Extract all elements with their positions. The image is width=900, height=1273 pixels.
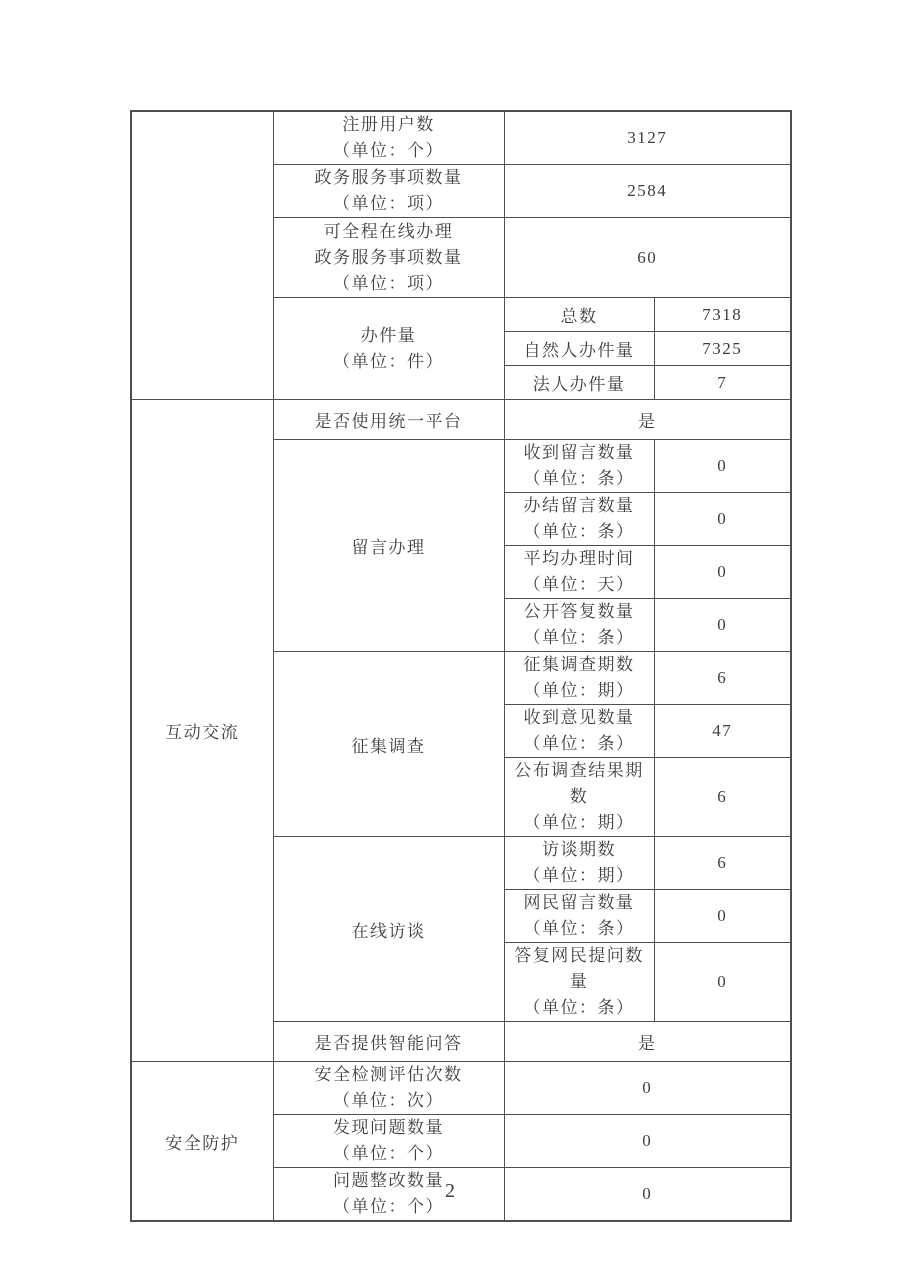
smart-qa-value: 是 [504, 1022, 791, 1062]
avg-handling-time-label [504, 546, 654, 599]
cases-legal-label: 法人办件量 [504, 366, 654, 400]
unit-line: （单位：个） [333, 1144, 444, 1163]
messages-completed-value: 0 [654, 493, 791, 546]
section-service-group-cell [131, 111, 273, 400]
label-line: 平均办理时间 [523, 549, 635, 568]
unit-line: （单位：个） [333, 141, 444, 160]
netizen-replies-value: 0 [654, 943, 791, 1022]
table-row [131, 111, 791, 165]
problems-found-value: 0 [504, 1115, 791, 1168]
survey-results-label [504, 758, 654, 837]
survey-group-label: 征集调查 [273, 652, 504, 837]
section-interaction-group-cell: 互动交流 [131, 400, 273, 1062]
label-line: 公开答复数量 [523, 602, 635, 621]
label-line: 收到留言数量 [523, 443, 635, 462]
avg-handling-time-value: 0 [654, 546, 791, 599]
survey-results-value: 6 [654, 758, 791, 837]
online-items-label [273, 218, 504, 298]
interview-periods-value: 6 [654, 837, 791, 890]
unit-line: （单位：期） [523, 681, 635, 700]
problems-found-label [273, 1115, 504, 1168]
messages-received-label [504, 440, 654, 493]
table-row [131, 400, 791, 440]
cases-group-label [273, 298, 504, 400]
label-line: 办结留言数量 [523, 496, 635, 515]
unit-line: （单位：条） [523, 919, 635, 938]
survey-periods-value: 6 [654, 652, 791, 705]
unit-line: （单位：项） [333, 273, 444, 293]
cases-natural-value: 7325 [654, 332, 791, 366]
unit-line: （单位：次） [333, 1091, 444, 1110]
message-handling-group-label: 留言办理 [273, 440, 504, 652]
unified-platform-label: 是否使用统一平台 [273, 400, 504, 440]
survey-opinions-value: 47 [654, 705, 791, 758]
unit-line: （单位：期） [523, 866, 635, 885]
unit-line: （单位：条） [523, 522, 635, 541]
label-line: 安全检测评估次数 [314, 1065, 463, 1084]
registered-users-value: 3127 [504, 111, 791, 165]
label-line: 发现问题数量 [333, 1118, 444, 1137]
unit-line: （单位：个） [333, 1197, 444, 1216]
unit-line: （单位：条） [523, 998, 635, 1017]
cases-total-label: 总数 [504, 298, 654, 332]
label-line: 可全程在线办理 [323, 221, 454, 241]
messages-completed-label [504, 493, 654, 546]
unit-line: （单位：天） [523, 575, 635, 594]
unit-line: （单位：条） [523, 734, 635, 753]
label-line: 政务服务事项数量 [314, 168, 463, 187]
problems-fixed-value: 0 [504, 1168, 791, 1222]
security-assessments-value: 0 [504, 1062, 791, 1115]
interview-periods-label [504, 837, 654, 890]
cases-total-value: 7318 [654, 298, 791, 332]
label-line: 征集调查期数 [523, 655, 635, 674]
label-line: 公布调查结果期数 [514, 761, 644, 806]
label-line: 政务服务事项数量 [314, 247, 463, 267]
security-assessments-label [273, 1062, 504, 1115]
interview-group-label: 在线访谈 [273, 837, 504, 1022]
unit-line: （单位：条） [523, 628, 635, 647]
survey-opinions-label [504, 705, 654, 758]
cases-natural-label: 自然人办件量 [504, 332, 654, 366]
section-security-group-cell: 安全防护 [131, 1062, 273, 1222]
label-line: 注册用户数 [342, 115, 435, 134]
public-replies-label [504, 599, 654, 652]
public-replies-value: 0 [654, 599, 791, 652]
registered-users-label [273, 111, 504, 165]
service-items-label [273, 165, 504, 218]
report-table [130, 110, 792, 1222]
survey-periods-label [504, 652, 654, 705]
label-line: 访谈期数 [542, 840, 616, 859]
service-items-value: 2584 [504, 165, 791, 218]
unit-line: （单位：条） [523, 469, 635, 488]
unified-platform-value: 是 [504, 400, 791, 440]
smart-qa-label: 是否提供智能问答 [273, 1022, 504, 1062]
netizen-messages-value: 0 [654, 890, 791, 943]
label-line: 问题整改数量 [333, 1171, 444, 1190]
label-line: 收到意见数量 [523, 708, 635, 727]
messages-received-value: 0 [654, 440, 791, 493]
table-row [131, 1062, 791, 1115]
netizen-replies-label [504, 943, 654, 1022]
label-line: 答复网民提问数量 [514, 946, 644, 991]
label-line: 网民留言数量 [523, 893, 635, 912]
cases-legal-value: 7 [654, 366, 791, 400]
unit-line: （单位：件） [333, 351, 444, 371]
unit-line: （单位：项） [333, 194, 444, 213]
online-items-value: 60 [504, 218, 791, 298]
page-number: 2 [445, 1180, 455, 1202]
netizen-messages-label [504, 890, 654, 943]
unit-line: （单位：期） [523, 813, 635, 832]
label-line: 办件量 [360, 325, 417, 345]
